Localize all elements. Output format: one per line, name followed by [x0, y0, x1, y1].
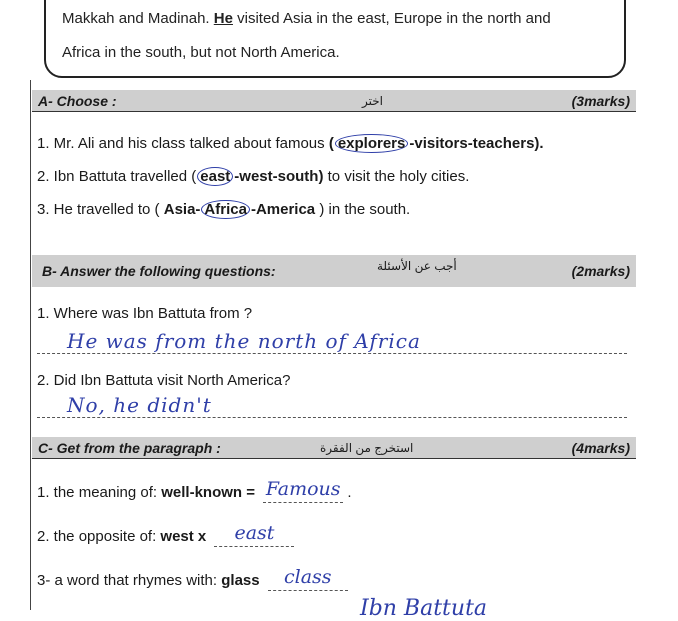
section-c-header: [32, 437, 636, 459]
section-c-question-3: 3- a word that rhymes with: glass class: [37, 568, 348, 591]
section-c-arabic: استخرج من الفقرة: [320, 441, 414, 455]
section-a-arabic: اختر: [362, 94, 383, 108]
section-b-arabic: أجب عن الأسئلة: [377, 259, 457, 273]
handwritten-answer-1: He was from the north of Africa: [67, 329, 421, 353]
handwritten-answer-2: No, he didn't: [67, 393, 212, 417]
fill-blank-3: [268, 568, 348, 591]
section-a-question-3: 3. He travelled to ( Asia- Africa -America ) in the south.: [37, 201, 411, 218]
fill-blank-2: [214, 524, 294, 547]
left-margin-rule: [30, 80, 31, 610]
section-a-header: [32, 90, 636, 112]
answer-line-1: [37, 329, 627, 354]
passage-underlined-he: He: [213, 10, 233, 27]
fill-blank-1: [263, 480, 343, 503]
handwritten-class: class: [283, 566, 332, 588]
circled-answer-africa: Africa: [201, 200, 250, 219]
section-c-title: C- Get from the paragraph :: [38, 440, 221, 456]
passage-line-1: Makkah and Madinah. He visited Asia in the east, Europe in the north and: [62, 10, 551, 27]
handwritten-east: east: [234, 522, 275, 544]
section-b-question-1: 1. Where was Ibn Battuta from ?: [37, 305, 253, 322]
section-b-title: B- Answer the following questions:: [42, 263, 276, 279]
section-c-marks: (4marks): [571, 440, 630, 456]
handwritten-partial-bottom: Ibn Battuta: [360, 596, 488, 621]
circled-answer-east: east: [197, 167, 233, 186]
section-b-header: [32, 255, 636, 287]
section-c-question-1: 1. the meaning of: well-known = Famous .: [37, 478, 352, 501]
passage-line-2: Africa in the south, but not North America.: [62, 44, 340, 61]
handwritten-famous: Famous: [265, 478, 341, 500]
section-a-question-1: 1. Mr. Ali and his class talked about famous ( explorers -visitors-teachers).: [37, 135, 544, 152]
answer-line-2: [37, 393, 627, 418]
section-c-question-2: 2. the opposite of: west x east: [37, 524, 294, 547]
section-a-marks: (3marks): [571, 93, 630, 109]
section-a-question-2: 2. Ibn Battuta travelled ( east -west-south) to visit the holy cities.: [37, 168, 470, 185]
circled-answer-explorers: explorers: [335, 134, 409, 153]
section-b-marks: (2marks): [571, 263, 630, 279]
section-a-title: A- Choose :: [38, 93, 117, 109]
section-b-question-2: 2. Did Ibn Battuta visit North America?: [37, 372, 291, 389]
